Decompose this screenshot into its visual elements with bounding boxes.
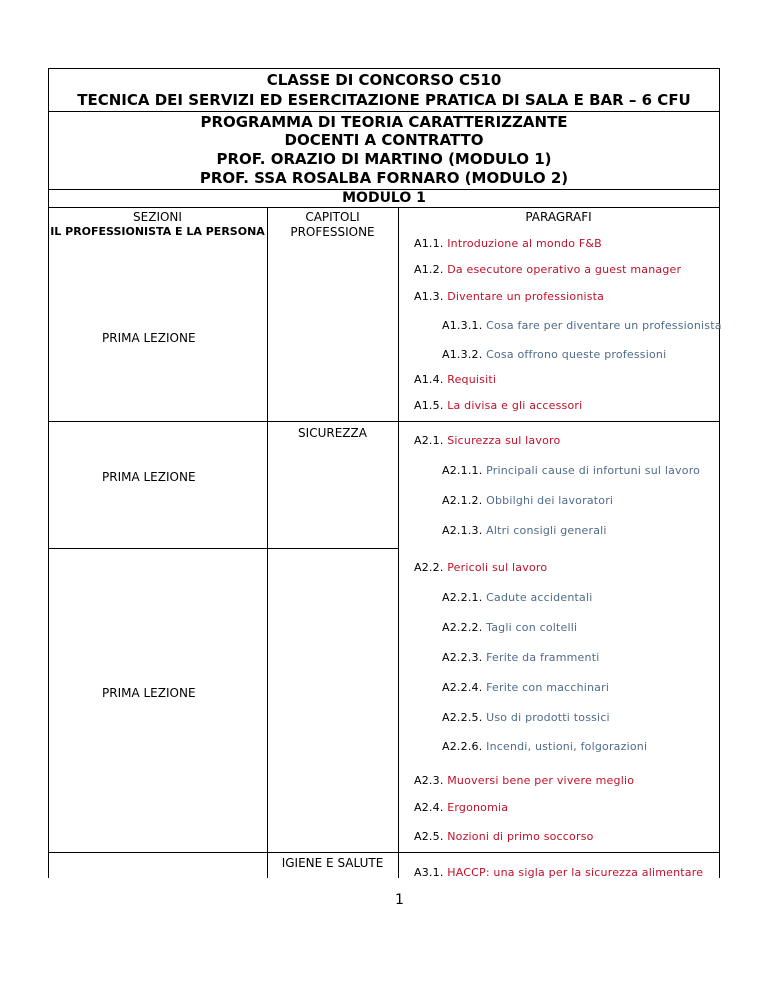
col-header-capitoli: CAPITOLI [305, 210, 360, 224]
paragrafo-a1-4: A1.4. Requisiti [414, 373, 497, 386]
header-line-2: TECNICA DEI SERVIZI ED ESERCITAZIONE PRATICA DI SALA E BAR – 6 CFU [77, 91, 691, 109]
col-header-paragrafi: PARAGRAFI [525, 210, 592, 224]
header-line-5: PROF. ORAZIO DI MARTINO (MODULO 1) [216, 150, 552, 168]
col-header-sezioni: SEZIONI [133, 210, 182, 224]
paragrafo-a1-3-2: A1.3.2. Cosa offrono queste professioni [442, 348, 667, 361]
paragrafo-a2-1: A2.1. Sicurezza sul lavoro [414, 434, 561, 447]
lezione-2: PRIMA LEZIONE [102, 470, 196, 484]
paragrafo-a2-2-6: A2.2.6. Incendi, ustioni, folgorazioni [442, 740, 648, 753]
modulo-divider [48, 207, 720, 208]
table-border-top [48, 68, 720, 69]
lezione-3: PRIMA LEZIONE [102, 686, 196, 700]
header-line-6: PROF. SSA ROSALBA FORNARO (MODULO 2) [199, 169, 569, 187]
capitolo-sicurezza: SICUREZZA [298, 426, 367, 440]
header-line-4: DOCENTI A CONTRATTO [284, 131, 484, 149]
paragrafo-a2-2: A2.2. Pericoli sul lavoro [414, 561, 548, 574]
paragrafo-a2-2-4: A2.2.4. Ferite con macchinari [442, 681, 610, 694]
paragrafo-a3-1: A3.1. HACCP: una sigla per la sicurezza alimentare [414, 866, 704, 879]
row-sep-1 [48, 421, 720, 422]
paragrafo-a2-2-3: A2.2.3. Ferite da frammenti [442, 651, 600, 664]
paragrafo-a1-2: A1.2. Da esecutore operativo a guest manager [414, 263, 682, 276]
lezione-1: PRIMA LEZIONE [102, 331, 196, 345]
paragrafo-a2-4: A2.4. Ergonomia [414, 801, 509, 814]
sezione-title: IL PROFESSIONISTA E LA PERSONA [50, 225, 265, 238]
paragrafo-a2-3: A2.3. Muoversi bene per vivere meglio [414, 774, 635, 787]
paragrafo-a2-1-3: A2.1.3. Altri consigli generali [442, 524, 607, 537]
paragrafo-a2-2-5: A2.2.5. Uso di prodotti tossici [442, 711, 610, 724]
capitolo-igiene: IGIENE E SALUTE [281, 856, 384, 870]
paragrafo-a1-1: A1.1. Introduzione al mondo F&B [414, 237, 602, 250]
paragrafo-a2-1-1: A2.1.1. Principali cause di infortuni sul lavoro [442, 464, 701, 477]
row-sep-3 [48, 852, 720, 853]
page-number: 1 [395, 892, 404, 908]
paragrafo-a1-3: A1.3. Diventare un professionista [414, 290, 605, 303]
row-sep-2 [48, 548, 399, 549]
paragrafo-a2-2-1: A2.2.1. Cadute accidentali [442, 591, 593, 604]
paragrafo-a2-5: A2.5. Nozioni di primo soccorso [414, 830, 594, 843]
header-line-3: PROGRAMMA DI TEORIA CARATTERIZZANTE [200, 113, 568, 131]
modulo-title: MODULO 1 [342, 190, 426, 206]
col-sep-2 [398, 207, 399, 878]
col-sep-1 [267, 207, 268, 878]
paragrafo-a2-2-2: A2.2.2. Tagli con coltelli [442, 621, 578, 634]
capitolo-professione: PROFESSIONE [290, 225, 375, 239]
paragrafo-a1-5: A1.5. La divisa e gli accessori [414, 399, 583, 412]
header-line-1: CLASSE DI CONCORSO C510 [266, 71, 502, 89]
paragrafo-a1-3-1: A1.3.1. Cosa fare per diventare un professionista [442, 319, 722, 332]
header-divider-1 [48, 111, 720, 112]
paragrafo-a2-1-2: A2.1.2. Obbilghi dei lavoratori [442, 494, 614, 507]
